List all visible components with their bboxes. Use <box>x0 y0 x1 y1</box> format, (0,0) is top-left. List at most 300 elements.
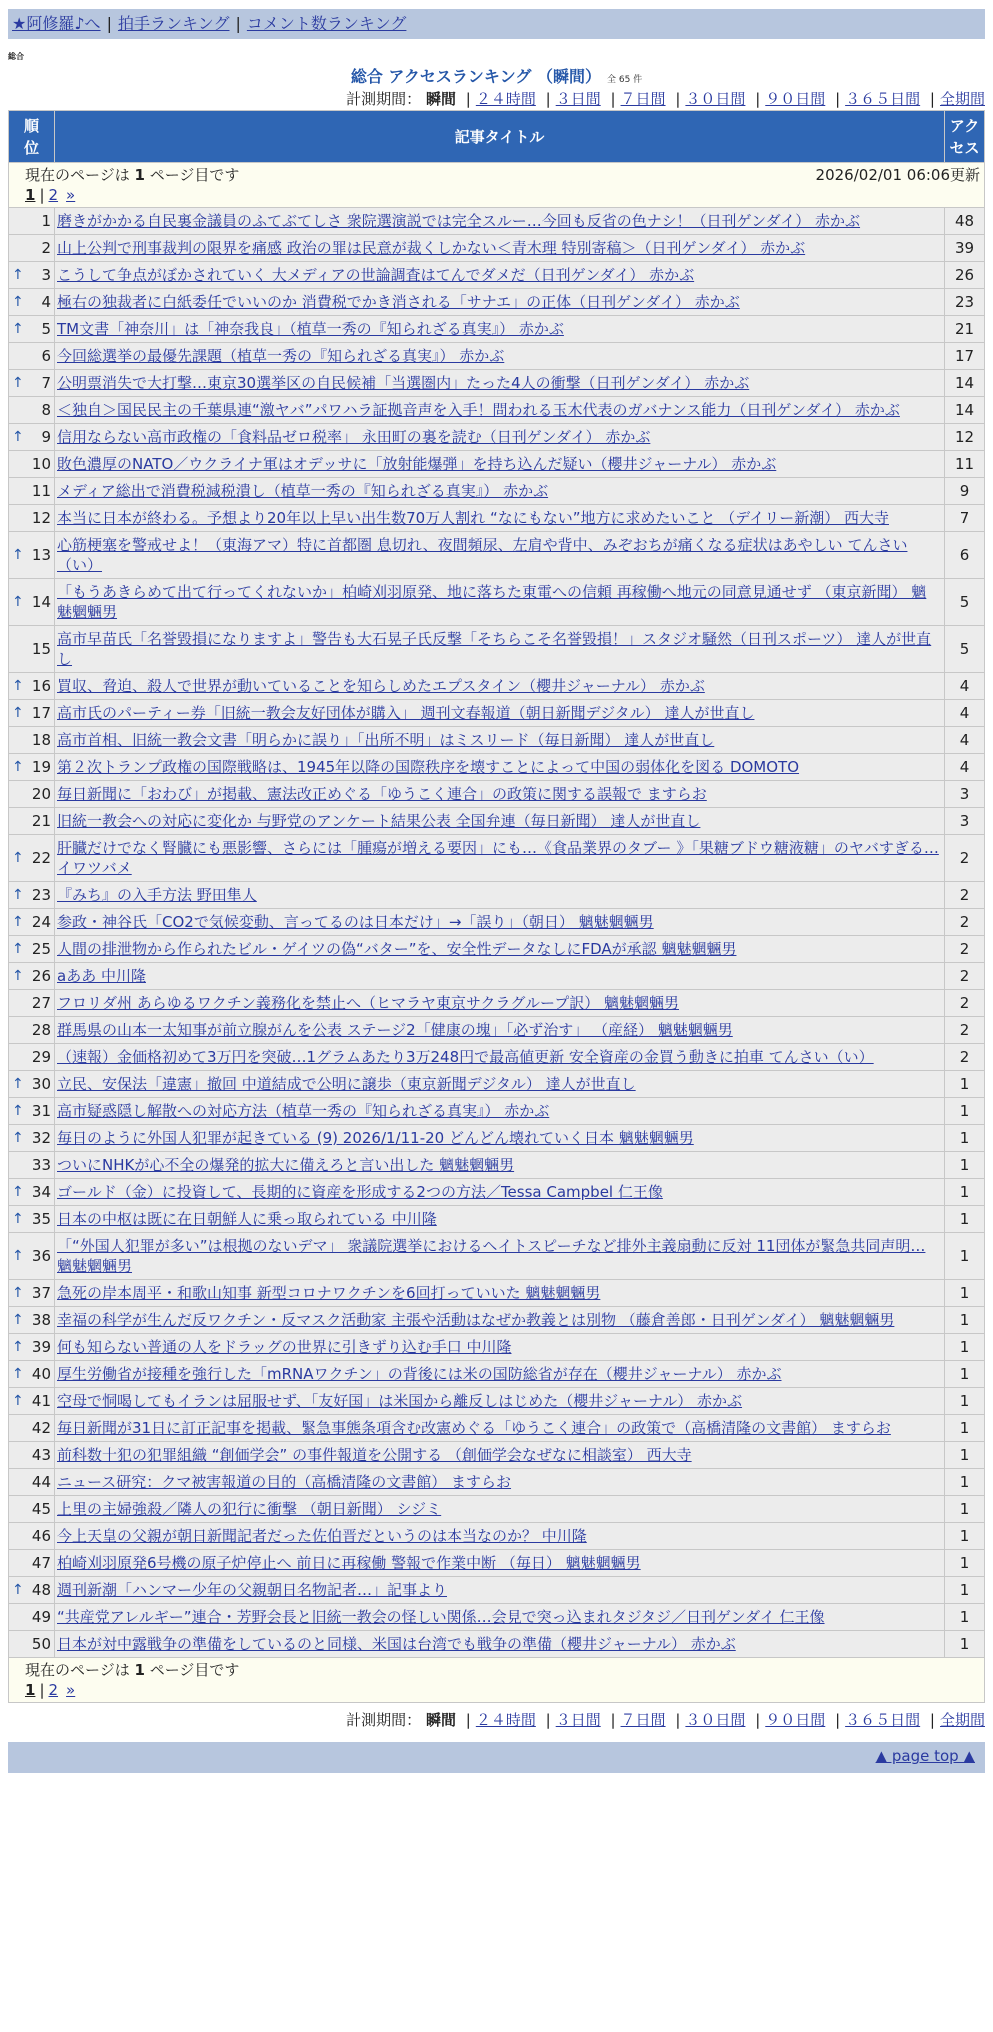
article-title-link[interactable]: メディア総出で消費税減税潰し（植草一秀の『知られざる真実』） 赤かぶ <box>57 482 549 500</box>
access-count: 1 <box>945 1098 985 1125</box>
access-count: 1 <box>945 1604 985 1631</box>
rank-number: 46 <box>31 1527 51 1545</box>
article-title-link[interactable]: 今回総選挙の最優先課題（植草一秀の『知られざる真実』） 赤かぶ <box>57 347 505 365</box>
rank-up-arrow-icon: ↑ <box>12 267 24 283</box>
rank-up-arrow-icon: ↑ <box>12 1366 24 1382</box>
rank-up-arrow-icon: ↑ <box>12 887 24 903</box>
title-cell <box>55 532 945 579</box>
rank-number: 31 <box>31 1102 51 1120</box>
period-current: 瞬間 <box>425 1711 456 1729</box>
access-count: 2 <box>945 882 985 909</box>
article-title-link[interactable]: 『みち』の入手方法 野田隼人 <box>57 886 257 904</box>
table-row <box>9 235 985 262</box>
rank-number: 19 <box>31 758 51 776</box>
rank-number: 49 <box>31 1608 51 1626</box>
access-count: 5 <box>945 579 985 626</box>
article-title-link[interactable]: 高市氏のパーティー券「旧統一教会友好団体が購入」 週刊文春報道（朝日新聞デジタル） 達人が世直し <box>57 704 755 722</box>
rank-number: 38 <box>31 1311 51 1329</box>
title-cell <box>55 424 945 451</box>
article-title-link[interactable]: 買収、脅迫、殺人で世界が動いていることを知らしめたエプスタイン（櫻井ジャーナル） 赤かぶ <box>57 677 705 695</box>
rank-number: 10 <box>31 455 51 473</box>
rank-cell <box>9 235 55 262</box>
table-row <box>9 909 985 936</box>
title-cell <box>55 1577 945 1604</box>
page-link-2[interactable]: 2 <box>48 1681 59 1699</box>
article-title-link[interactable]: ゴールド（金）に投資して、長期的に資産を形成する2つの方法／Tessa Campbel 仁王像 <box>57 1183 663 1201</box>
access-count: 7 <box>945 505 985 532</box>
access-count: 26 <box>945 262 985 289</box>
rank-cell <box>9 1361 55 1388</box>
page-next-link[interactable]: » <box>66 1681 76 1699</box>
title-cell <box>55 235 945 262</box>
rank-cell <box>9 1469 55 1496</box>
table-row <box>9 727 985 754</box>
rank-up-arrow-icon: ↑ <box>12 1248 24 1264</box>
article-title-link[interactable]: 日本の中枢は既に在日朝鮮人に乗っ取られている 中川隆 <box>57 1210 437 1228</box>
article-title-link[interactable]: 柏崎刈羽原発6号機の原子炉停止へ 前日に再稼働 警報で作業中断 （毎日） 魑魅魍魎男 <box>57 1554 641 1572</box>
table-row <box>9 1233 985 1280</box>
table-row <box>9 370 985 397</box>
article-title-link[interactable]: 上里の主婦強殺／隣人の犯行に衝撃 （朝日新聞） シジミ <box>57 1500 442 1518</box>
access-count: 4 <box>945 754 985 781</box>
table-row <box>9 963 985 990</box>
title-cell <box>55 1071 945 1098</box>
access-count: 1 <box>945 1206 985 1233</box>
rank-up-arrow-icon: ↑ <box>12 1312 24 1328</box>
rank-cell <box>9 343 55 370</box>
article-title-link[interactable]: こうして争点がぼかされていく 大メディアの世論調査はてんでダメだ（日刊ゲンダイ） 赤かぶ <box>57 266 695 284</box>
rank-number: 29 <box>31 1048 51 1066</box>
rank-cell <box>9 700 55 727</box>
section-tag: 総合 <box>8 52 24 61</box>
access-count: 1 <box>945 1071 985 1098</box>
article-title-link[interactable]: 「もうあきらめて出て行ってくれないか」柏崎刈羽原発、地に落ちた東電への信頼 再稼働へ地元の同意見通せず （東京新聞） 魑魅魍魎男 <box>57 583 927 621</box>
article-title-link[interactable]: 立民、安保法「違憲」撤回 中道結成で公明に譲歩（東京新聞デジタル） 達人が世直し <box>57 1075 636 1093</box>
table-row <box>9 1179 985 1206</box>
title-cell <box>55 1523 945 1550</box>
rank-cell <box>9 673 55 700</box>
period-link-365d[interactable]: ３６５日間 <box>845 90 921 108</box>
table-row <box>9 316 985 343</box>
article-title-link[interactable]: 毎日新聞に「おわび」が掲載、憲法改正めぐる「ゆうこく連合」の政策に関する誤報で ますらお <box>57 785 707 803</box>
table-row <box>9 1604 985 1631</box>
title-cell <box>55 909 945 936</box>
title-cell <box>55 1280 945 1307</box>
article-title-link[interactable]: 週刊新潮「ハンマー少年の父親朝日名物記者…」記事より <box>57 1581 448 1599</box>
title-cell <box>55 1017 945 1044</box>
article-title-link[interactable]: 空母で恫喝してもイランは屈服せず、「友好国」は米国から離反しはじめた（櫻井ジャーナル） 赤かぶ <box>57 1392 743 1410</box>
page-top-link[interactable]: ▲ page top ▲ <box>875 1747 975 1765</box>
article-title-link[interactable]: 毎日のように外国人犯罪が起きている (9) 2026/1/11-20 どんどん壊れていく日本 魑魅魍魎男 <box>57 1129 694 1147</box>
period-link-3d[interactable]: ３日間 <box>555 90 601 108</box>
rank-number: 12 <box>31 509 51 527</box>
rank-number: 6 <box>41 347 51 365</box>
article-title-link[interactable]: 信用ならない高市政権の「食料品ゼロ税率」 永田町の裏を読む（日刊ゲンダイ） 赤かぶ <box>57 428 651 446</box>
article-title-link[interactable]: 人間の排泄物から作られたビル・ゲイツの偽“バター”を、安全性データなしにFDAが承認 魑魅魍魎男 <box>57 940 737 958</box>
article-title-link[interactable]: 幸福の科学が生んだ反ワクチン・反マスク活動家 主張や活動はなぜか教義とは別物 （藤倉善郎・日刊ゲンダイ） 魑魅魍魎男 <box>57 1311 895 1329</box>
title-cell <box>55 990 945 1017</box>
rank-cell <box>9 505 55 532</box>
article-title-link[interactable]: 急死の岸本周平・和歌山知事 新型コロナワクチンを6回打っていいた 魑魅魍魎男 <box>57 1284 601 1302</box>
access-count: 2 <box>945 909 985 936</box>
rank-number: 50 <box>31 1635 51 1653</box>
table-row <box>9 1044 985 1071</box>
title-cell <box>55 963 945 990</box>
access-count: 23 <box>945 289 985 316</box>
period-link-7d[interactable]: ７日間 <box>620 1711 666 1729</box>
rank-cell <box>9 1442 55 1469</box>
article-title-link[interactable]: 毎日新聞が31日に訂正記事を掲載、緊急事態条項含む改憲めぐる「ゆうこく連合」の政策で（高橋清隆の文書館） ますらお <box>57 1419 891 1437</box>
title-cell <box>55 754 945 781</box>
article-title-link[interactable]: 敗色濃厚のNATO／ウクライナ軍はオデッサに「放射能爆弾」を持ち込んだ疑い（櫻井ジャーナル） 赤かぶ <box>57 455 777 473</box>
title-cell <box>55 1415 945 1442</box>
rank-cell <box>9 1233 55 1280</box>
title-cell <box>55 1496 945 1523</box>
rank-number: 24 <box>31 913 51 931</box>
nav-separator: | <box>106 14 112 33</box>
table-row <box>9 1442 985 1469</box>
title-cell <box>55 1334 945 1361</box>
article-title-link[interactable]: 旧統一教会への対応に変化か 与野党のアンケート結果公表 全国弁連（毎日新聞） 達人が世直し <box>57 812 701 830</box>
title-cell <box>55 451 945 478</box>
title-cell <box>55 700 945 727</box>
table-row <box>9 1577 985 1604</box>
rank-cell <box>9 626 55 673</box>
rank-cell <box>9 1334 55 1361</box>
article-title-link[interactable]: 高市疑惑隠し解散への対応方法（植草一秀の『知られざる真実』） 赤かぶ <box>57 1102 550 1120</box>
article-title-link[interactable]: フロリダ州 あらゆるワクチン義務化を禁止へ（ヒマラヤ東京サクラグループ訳） 魑魅魍魎男 <box>57 994 679 1012</box>
applause-ranking-link[interactable]: 拍手ランキング <box>117 14 230 33</box>
period-link-365d[interactable]: ３６５日間 <box>845 1711 921 1729</box>
rank-cell <box>9 1179 55 1206</box>
rank-number: 47 <box>31 1554 51 1572</box>
table-row <box>9 1496 985 1523</box>
nav-separator: | <box>235 14 241 33</box>
title-cell <box>55 289 945 316</box>
rank-number: 34 <box>31 1183 51 1201</box>
access-count: 3 <box>945 808 985 835</box>
access-count: 9 <box>945 478 985 505</box>
article-title-link[interactable]: 何も知らない普通の人をドラッグの世界に引きずり込む手口 中川隆 <box>57 1338 512 1356</box>
rank-number: 28 <box>31 1021 51 1039</box>
rank-cell <box>9 1152 55 1179</box>
article-title-link[interactable]: 本当に日本が終わる。予想より20年以上早い出生数70万人割れ “なにもない”地方に求めたいこと （デイリー新潮） 西大寺 <box>57 509 889 527</box>
title-cell <box>55 397 945 424</box>
rank-cell <box>9 1206 55 1233</box>
rank-number: 39 <box>31 1338 51 1356</box>
access-count: 17 <box>945 343 985 370</box>
pagination: 1 | 2 » <box>25 1681 76 1699</box>
table-row <box>9 1523 985 1550</box>
page-status: 現在のページは 1 ページ目です <box>25 166 240 184</box>
title-cell <box>55 343 945 370</box>
access-count: 1 <box>945 1361 985 1388</box>
rank-cell <box>9 208 55 235</box>
title-cell <box>55 1442 945 1469</box>
rank-up-arrow-icon: ↑ <box>12 1211 24 1227</box>
access-count: 2 <box>945 963 985 990</box>
footer-bar <box>8 1742 985 1773</box>
rank-cell <box>9 1017 55 1044</box>
access-count: 1 <box>945 1442 985 1469</box>
table-row <box>9 208 985 235</box>
rank-cell <box>9 781 55 808</box>
title-cell <box>55 835 945 882</box>
rank-number: 9 <box>41 428 51 446</box>
col-title-header: 記事タイトル <box>55 111 945 163</box>
title-cell <box>55 882 945 909</box>
title-cell <box>55 1098 945 1125</box>
rank-up-arrow-icon: ↑ <box>12 705 24 721</box>
access-count: 1 <box>945 1334 985 1361</box>
article-title-link[interactable]: 厚生労働省が接種を強行した「mRNAワクチン」の背後には米の国防総省が存在（櫻井ジャーナル） 赤かぶ <box>57 1365 782 1383</box>
ranking-rows <box>9 208 985 1658</box>
title-cell <box>55 1550 945 1577</box>
rank-cell <box>9 1577 55 1604</box>
article-title-link[interactable]: 山上公判で刑事裁判の限界を痛感 政治の罪は民意が裁くしかない＜青木理 特別寄稿＞（日刊ゲンダイ） 赤かぶ <box>57 239 806 257</box>
title-cell <box>55 626 945 673</box>
updated-time: 2026/02/01 06:06更新 <box>815 166 980 184</box>
article-title-link[interactable]: 肝臓だけでなく腎臓にも悪影響、さらには「腫瘍が増える要因」にも…《食品業界のタブー 》「果糖ブドウ糖液糖」のヤバすぎる… イワツバメ <box>57 839 939 877</box>
rank-number: 36 <box>31 1247 51 1265</box>
period-link-90d[interactable]: ９０日間 <box>765 90 826 108</box>
access-count: 1 <box>945 1577 985 1604</box>
rank-up-arrow-icon: ↑ <box>12 594 24 610</box>
title-cell <box>55 1044 945 1071</box>
article-title-link[interactable]: 日本が対中露戦争の準備をしているのと同様、米国は台湾でも戦争の準備（櫻井ジャーナル） 赤かぶ <box>57 1635 736 1653</box>
period-link-all[interactable]: 全期間 <box>939 1711 985 1729</box>
access-count: 1 <box>945 1233 985 1280</box>
table-row <box>9 451 985 478</box>
table-row <box>9 936 985 963</box>
period-label: 計測期間： <box>346 1711 422 1729</box>
top-nav-bar <box>8 9 985 39</box>
period-link-3d[interactable]: ３日間 <box>555 1711 601 1729</box>
home-link[interactable]: ★阿修羅♪へ <box>12 14 101 33</box>
rank-cell <box>9 963 55 990</box>
rank-cell <box>9 262 55 289</box>
rank-up-arrow-icon: ↑ <box>12 1582 24 1598</box>
table-row <box>9 343 985 370</box>
article-title-link[interactable]: 群馬県の山本一太知事が前立腺がんを公表 ステージ2「健康の塊」「必ず治す」 （産経） 魑魅魍魎男 <box>57 1021 733 1039</box>
access-count: 1 <box>945 1469 985 1496</box>
rank-cell <box>9 1496 55 1523</box>
table-row <box>9 1280 985 1307</box>
table-row <box>9 781 985 808</box>
table-row <box>9 1071 985 1098</box>
title-cell <box>55 1233 945 1280</box>
article-title-link[interactable]: 高市首相、旧統一教会文書「明らかに誤り」「出所不明」はミスリード（毎日新聞） 達人が世直し <box>57 731 715 749</box>
table-row <box>9 1631 985 1658</box>
period-link-30d[interactable]: ３０日間 <box>685 1711 746 1729</box>
article-title-link[interactable]: 今上天皇の父親が朝日新聞記者だった佐伯晋だというのは本当なのか？ 中川隆 <box>57 1527 587 1545</box>
period-selector-top: 計測期間： 瞬間 | ２４時間 | ３日間 | ７日間 | ３０日間 | ９０日間 | ３６５日間 | 全期間 <box>346 90 985 108</box>
access-count: 11 <box>945 451 985 478</box>
article-title-link[interactable]: “共産党アレルギー”連合・芳野会長と旧統一教会の怪しい関係…会見で突っ込まれタジタジ／日刊ゲンダイ 仁王像 <box>57 1608 825 1626</box>
article-title-link[interactable]: 心筋梗塞を警戒せよ！（東海アマ）特に首都圏 息切れ、夜間頻尿、左肩や背中、みぞおちが痛くなる症状はあやしい てんさい（い） <box>57 536 908 574</box>
article-title-link[interactable]: ニュース研究：クマ被害報道の目的（高橋清隆の文書館） ますらお <box>57 1473 512 1491</box>
rank-cell <box>9 1071 55 1098</box>
article-title-link[interactable]: TM文書「神奈川」は「神奈我良」（植草一秀の『知られざる真実』） 赤かぶ <box>57 320 564 338</box>
rank-number: 2 <box>41 239 51 257</box>
rank-up-arrow-icon: ↑ <box>12 1076 24 1092</box>
rank-cell <box>9 936 55 963</box>
title-cell <box>55 727 945 754</box>
rank-number: 25 <box>31 940 51 958</box>
access-count: 1 <box>945 1631 985 1658</box>
rank-number: 13 <box>31 546 51 564</box>
rank-cell <box>9 1550 55 1577</box>
rank-number: 17 <box>31 704 51 722</box>
article-title-link[interactable]: 前科数十犯の犯罪組織 “創価学会” の事件報道を公開する （創価学会なぜなに相談室） 西大寺 <box>57 1446 692 1464</box>
access-count: 12 <box>945 424 985 451</box>
rank-cell <box>9 754 55 781</box>
period-link-7d[interactable]: ７日間 <box>620 90 666 108</box>
rank-cell <box>9 424 55 451</box>
article-title-link[interactable]: 第２次トランプ政権の国際戦略は、1945年以降の国際秩序を壊すことによって中国の弱体化を図る DOMOTO <box>57 758 800 776</box>
period-link-90d[interactable]: ９０日間 <box>765 1711 826 1729</box>
period-link-30d[interactable]: ３０日間 <box>685 90 746 108</box>
rank-up-arrow-icon: ↑ <box>12 1285 24 1301</box>
article-title-link[interactable]: 高市早苗氏「名誉毀損になりますよ」警告も大石晃子氏反撃「そちらこそ名誉毀損！」スタジオ騒然（日刊スポーツ） 達人が世直し <box>57 630 932 668</box>
article-title-link[interactable]: 公明票消失で大打撃…東京30選挙区の自民候補「当選圏内」たった4人の衝撃（日刊ゲンダイ） 赤かぶ <box>57 374 750 392</box>
table-row <box>9 505 985 532</box>
rank-up-arrow-icon: ↑ <box>12 678 24 694</box>
title-cell <box>55 478 945 505</box>
rank-up-arrow-icon: ↑ <box>12 968 24 984</box>
table-row <box>9 1550 985 1577</box>
rank-number: 22 <box>31 849 51 867</box>
rank-cell <box>9 1631 55 1658</box>
article-title-link[interactable]: ＜独自＞国民民主の千葉県連“激ヤバ”パワハラ証拠音声を入手！問われる玉木代表のガバナンス能力（日刊ゲンダイ） 赤かぶ <box>57 401 900 419</box>
access-count: 1 <box>945 1280 985 1307</box>
table-row <box>9 626 985 673</box>
title-cell <box>55 936 945 963</box>
rank-up-arrow-icon: ↑ <box>12 1130 24 1146</box>
period-current: 瞬間 <box>425 90 456 108</box>
rank-number: 7 <box>41 374 51 392</box>
rank-cell <box>9 1415 55 1442</box>
access-count: 6 <box>945 532 985 579</box>
rank-cell <box>9 990 55 1017</box>
title-cell <box>55 370 945 397</box>
rank-up-arrow-icon: ↑ <box>12 759 24 775</box>
rank-up-arrow-icon: ↑ <box>12 321 24 337</box>
ranking-table <box>8 110 985 1703</box>
rank-up-arrow-icon: ↑ <box>12 547 24 563</box>
access-count: 2 <box>945 1044 985 1071</box>
rank-number: 16 <box>31 677 51 695</box>
table-row <box>9 835 985 882</box>
title-cell <box>55 316 945 343</box>
page-next-link[interactable]: » <box>66 186 76 204</box>
table-row <box>9 1307 985 1334</box>
rank-number: 14 <box>31 593 51 611</box>
rank-cell <box>9 579 55 626</box>
article-title-link[interactable]: aああ 中川隆 <box>57 967 146 985</box>
period-link-24h[interactable]: ２４時間 <box>475 90 536 108</box>
rank-cell <box>9 909 55 936</box>
access-count: 2 <box>945 936 985 963</box>
table-row <box>9 289 985 316</box>
table-row <box>9 1098 985 1125</box>
rank-up-arrow-icon: ↑ <box>12 1339 24 1355</box>
col-rank-header: 順位 <box>9 111 55 163</box>
rank-number: 1 <box>41 212 51 230</box>
access-count: 3 <box>945 781 985 808</box>
page-current: 1 <box>25 186 36 204</box>
ranking-count: 全 65 件 <box>607 75 643 85</box>
rank-cell <box>9 478 55 505</box>
page-link-2[interactable]: 2 <box>48 186 59 204</box>
period-label: 計測期間： <box>346 90 422 108</box>
comment-ranking-link[interactable]: コメント数ランキング <box>246 14 407 33</box>
title-cell <box>55 1604 945 1631</box>
table-row <box>9 1334 985 1361</box>
rank-cell <box>9 835 55 882</box>
access-count: 1 <box>945 1388 985 1415</box>
rank-cell <box>9 1604 55 1631</box>
access-count: 4 <box>945 727 985 754</box>
rank-up-arrow-icon: ↑ <box>12 914 24 930</box>
access-count: 1 <box>945 1550 985 1577</box>
rank-number: 30 <box>31 1075 51 1093</box>
col-access-header: アクセス <box>945 111 985 163</box>
table-row <box>9 1017 985 1044</box>
access-count: 2 <box>945 1017 985 1044</box>
title-cell <box>55 208 945 235</box>
rank-cell <box>9 1125 55 1152</box>
title-cell <box>55 1361 945 1388</box>
rank-up-arrow-icon: ↑ <box>12 941 24 957</box>
table-header <box>9 111 985 163</box>
table-row <box>9 990 985 1017</box>
period-link-all[interactable]: 全期間 <box>939 90 985 108</box>
title-cell <box>55 1206 945 1233</box>
table-row <box>9 882 985 909</box>
article-title-link[interactable]: 「“外国人犯罪が多い”は根拠のないデマ」 衆議院選挙におけるヘイトスピーチなど排外主義扇動に反対 11団体が緊急共同声明… 魑魅魍魎男 <box>57 1237 926 1275</box>
access-count: 1 <box>945 1415 985 1442</box>
rank-cell <box>9 532 55 579</box>
rank-number: 45 <box>31 1500 51 1518</box>
article-title-link[interactable]: （速報）金価格初めて3万円を突破…1グラムあたり3万248円で最高値更新 安全資産の金買う動きに拍車 てんさい（い） <box>57 1048 874 1066</box>
article-title-link[interactable]: 極右の独裁者に白紙委任でいいのか 消費税でかき消される「サナエ」の正体（日刊ゲンダイ） 赤かぶ <box>57 293 740 311</box>
article-title-link[interactable]: 磨きがかかる自民裏金議員のふてぶてしさ 衆院選演説では完全スルー…今回も反省の色ナシ！（日刊ゲンダイ） 赤かぶ <box>57 212 861 230</box>
access-count: 4 <box>945 700 985 727</box>
rank-cell <box>9 1098 55 1125</box>
title-cell <box>55 1388 945 1415</box>
access-count: 5 <box>945 626 985 673</box>
access-count: 1 <box>945 1307 985 1334</box>
article-title-link[interactable]: 参政・神谷氏「CO2で気候変動、言ってるのは日本だけ」→「誤り」（朝日） 魑魅魍魎男 <box>57 913 654 931</box>
table-row <box>9 1125 985 1152</box>
pagination: 1 | 2 » <box>25 186 76 204</box>
article-title-link[interactable]: ついにNHKが心不全の爆発的拡大に備えろと言い出した 魑魅魍魎男 <box>57 1156 515 1174</box>
rank-up-arrow-icon: ↑ <box>12 429 24 445</box>
rank-number: 40 <box>31 1365 51 1383</box>
rank-up-arrow-icon: ↑ <box>12 294 24 310</box>
access-count: 2 <box>945 835 985 882</box>
rank-cell <box>9 1280 55 1307</box>
rank-number: 35 <box>31 1210 51 1228</box>
access-count: 1 <box>945 1496 985 1523</box>
table-row <box>9 808 985 835</box>
period-link-24h[interactable]: ２４時間 <box>475 1711 536 1729</box>
access-count: 2 <box>945 990 985 1017</box>
table-row <box>9 673 985 700</box>
rank-number: 26 <box>31 967 51 985</box>
title-cell <box>55 262 945 289</box>
